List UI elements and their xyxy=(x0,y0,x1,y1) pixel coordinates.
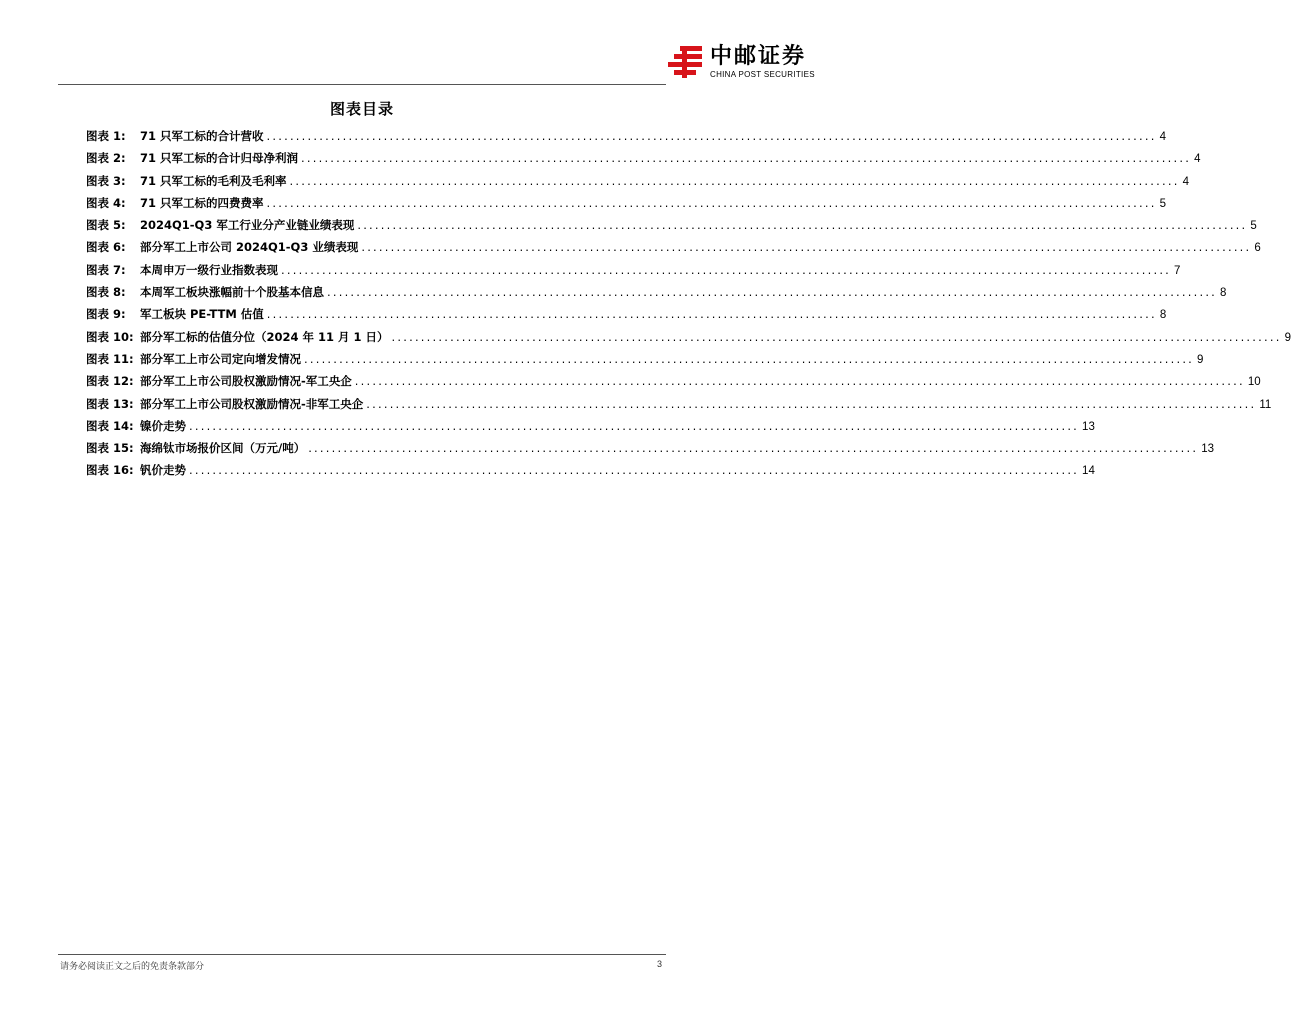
toc-text: 部分军工标的估值分位（2024 年 11 月 1 日） xyxy=(140,329,389,344)
toc-page-number: 13 xyxy=(1082,420,1095,433)
toc-page-number: 14 xyxy=(1082,465,1095,478)
toc-entry-14[interactable] xyxy=(86,418,1095,440)
table-of-figures xyxy=(86,128,1291,485)
toc-page-number: 11 xyxy=(1259,398,1272,411)
toc-label: 图表 3: xyxy=(86,173,126,188)
toc-page-number: 4 xyxy=(1194,153,1201,166)
toc-entry-9[interactable] xyxy=(86,306,1167,328)
toc-entry-11[interactable] xyxy=(86,351,1204,373)
toc-entry-13[interactable] xyxy=(86,396,1272,418)
toc-page-number: 5 xyxy=(1159,197,1166,210)
toc-label: 图表 12: xyxy=(86,374,134,389)
logo-english-name: CHINA POST SECURITIES xyxy=(710,70,815,79)
toc-text: 部分军工上市公司 2024Q1-Q3 业绩表现 xyxy=(140,240,359,255)
toc-text: 部分军工上市公司股权激励情况-非军工央企 xyxy=(140,396,364,411)
toc-entry-16[interactable] xyxy=(86,462,1095,484)
toc-entry-6[interactable] xyxy=(86,239,1261,261)
toc-entry-3[interactable] xyxy=(86,173,1189,195)
toc-text: 海绵钛市场报价区间（万元/吨） xyxy=(140,441,306,456)
toc-text: 军工板块 PE-TTM 估值 xyxy=(140,307,264,322)
toc-page-number: 9 xyxy=(1284,331,1291,344)
toc-label: 图表 14: xyxy=(86,418,134,433)
toc-page-number: 7 xyxy=(1174,264,1181,277)
toc-page-number: 4 xyxy=(1159,131,1166,143)
toc-leader xyxy=(267,129,1157,143)
toc-leader xyxy=(281,263,1171,277)
toc-text: 部分军工上市公司定向增发情况 xyxy=(140,351,301,366)
toc-leader xyxy=(290,174,1180,188)
toc-text: 本周军工板块涨幅前十个股基本信息 xyxy=(140,285,324,300)
toc-text: 71 只军工标的合计归母净利润 xyxy=(140,151,299,166)
toc-label: 图表 2: xyxy=(86,151,126,166)
toc-label: 图表 5: xyxy=(86,218,126,233)
toc-label: 图表 10: xyxy=(86,329,134,344)
toc-leader xyxy=(355,374,1245,388)
toc-page-number: 9 xyxy=(1197,353,1204,366)
toc-leader xyxy=(392,330,1282,344)
toc-label: 图表 15: xyxy=(86,441,134,456)
toc-entry-2[interactable] xyxy=(86,150,1201,172)
toc-leader xyxy=(304,352,1194,366)
toc-label: 图表 1: xyxy=(86,129,126,143)
toc-leader xyxy=(308,441,1198,455)
toc-leader xyxy=(189,463,1079,477)
toc-label: 图表 9: xyxy=(86,307,126,322)
toc-leader xyxy=(366,397,1256,411)
toc-text: 71 只军工标的合计营收 xyxy=(140,129,264,143)
toc-label: 图表 7: xyxy=(86,262,126,277)
toc-text: 71 只军工标的毛利及毛利率 xyxy=(140,173,287,188)
toc-entry-8[interactable] xyxy=(86,284,1227,306)
header-divider xyxy=(58,84,666,85)
toc-label: 图表 8: xyxy=(86,285,126,300)
toc-entry-10[interactable] xyxy=(86,329,1291,351)
toc-page-number: 5 xyxy=(1250,220,1257,233)
toc-leader xyxy=(327,285,1217,299)
toc-text: 2024Q1-Q3 军工行业分产业链业绩表现 xyxy=(140,218,355,233)
toc-text: 本周申万一级行业指数表现 xyxy=(140,262,278,277)
page-number: 3 xyxy=(656,959,662,969)
toc-leader xyxy=(267,307,1157,321)
toc-label: 图表 4: xyxy=(86,195,126,210)
toc-label: 图表 11: xyxy=(86,351,134,366)
toc-leader xyxy=(189,419,1079,433)
toc-page-number: 8 xyxy=(1220,287,1227,300)
toc-title: 图表目录 xyxy=(329,100,394,118)
toc-entry-4[interactable] xyxy=(86,195,1166,217)
logo-chinese-name: 中邮证券 xyxy=(710,44,807,69)
toc-text: 部分军工上市公司股权激励情况-军工央企 xyxy=(140,374,352,389)
toc-entry-15[interactable] xyxy=(86,440,1215,462)
toc-text: 钒价走势 xyxy=(140,463,186,478)
toc-page-number: 4 xyxy=(1182,175,1189,188)
disclaimer-note: 请务必阅读正文之后的免责条款部分 xyxy=(60,962,205,972)
toc-entry-7[interactable] xyxy=(86,262,1181,284)
china-post-logo-icon xyxy=(666,44,706,80)
toc-entry-1[interactable] xyxy=(86,128,1166,150)
toc-label: 图表 6: xyxy=(86,240,126,255)
toc-label: 图表 13: xyxy=(86,396,134,411)
toc-page-number: 6 xyxy=(1254,242,1261,255)
toc-text: 71 只军工标的四费费率 xyxy=(140,195,264,210)
toc-entry-12[interactable] xyxy=(86,373,1261,395)
toc-leader xyxy=(357,218,1247,232)
toc-page-number: 10 xyxy=(1247,376,1261,389)
toc-label: 图表 16: xyxy=(86,463,134,478)
toc-leader xyxy=(267,196,1157,210)
footer-divider xyxy=(58,954,666,955)
toc-text: 镍价走势 xyxy=(140,418,186,433)
toc-entry-5[interactable] xyxy=(86,217,1257,239)
toc-page-number: 8 xyxy=(1159,309,1167,322)
toc-leader xyxy=(361,240,1251,254)
toc-page-number: 13 xyxy=(1201,443,1215,456)
toc-leader xyxy=(301,151,1191,165)
